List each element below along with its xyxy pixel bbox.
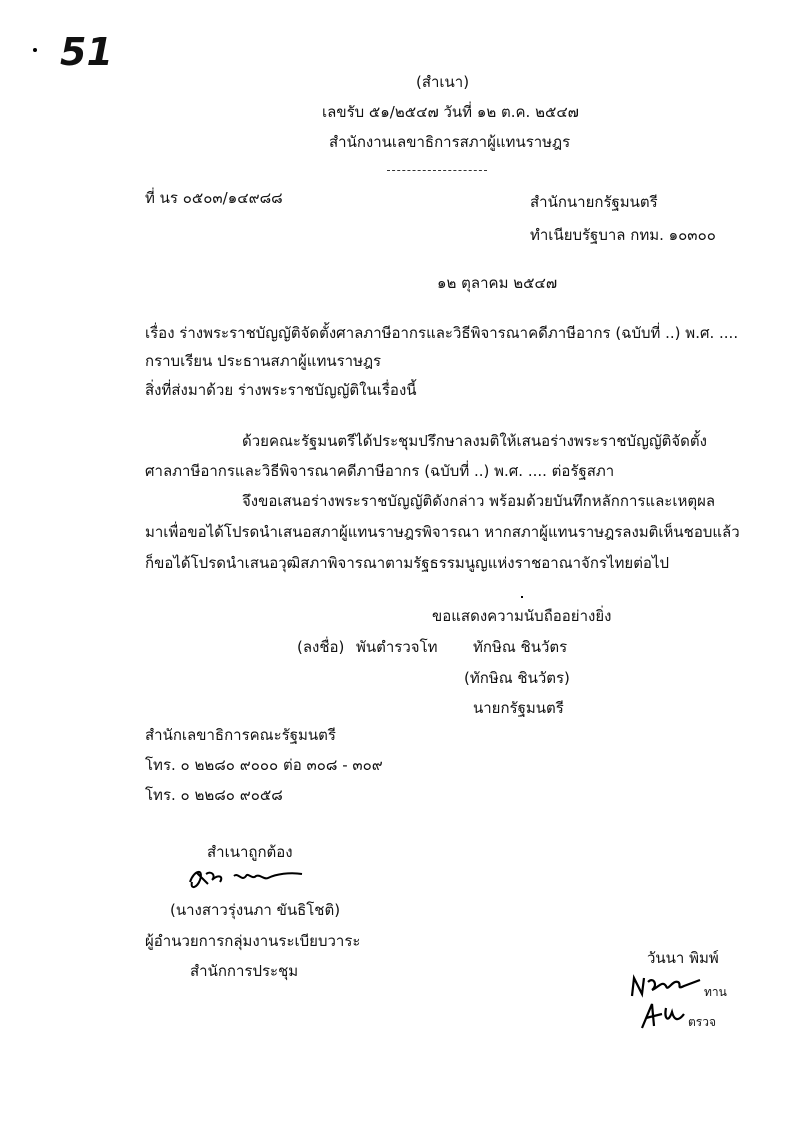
signer-rank: พันตำรวจโท xyxy=(356,638,438,656)
stray-dot xyxy=(33,48,37,52)
body-p2-line2: มาเพื่อขอได้โปรดนำเสนอสภาผู้แทนราษฎรพิจารณา หากสภาผู้แทนราษฎรลงมติเห็นชอบแล้ว xyxy=(145,523,740,541)
signer-name: ทักษิณ ชินวัตร xyxy=(473,638,568,656)
signed-label: (ลงชื่อ) xyxy=(297,638,345,656)
contact-telephone: โทร. ๐ ๒๒๘๐ ๙๐๐๐ ต่อ ๓๐๘ - ๓๐๙ xyxy=(145,756,383,774)
typist-note: วันนา พิมพ์ xyxy=(647,949,719,967)
certifier-position: ผู้อำนวยการกลุ่มงานระเบียบวาระ xyxy=(145,932,361,950)
closing-phrase: ขอแสดงความนับถืออย่างยิ่ง xyxy=(432,607,612,625)
copy-label: (สำเนา) xyxy=(416,73,470,91)
checked-label: ตรวจ xyxy=(688,1015,717,1029)
sender-address: ทำเนียบรัฐบาล กทม. ๑๐๓๐๐ xyxy=(530,226,716,244)
contact-office: สำนักเลขาธิการคณะรัฐมนตรี xyxy=(145,726,336,744)
certified-copy-label: สำเนาถูกต้อง xyxy=(207,843,293,861)
subject-line: เรื่อง ร่างพระราชบัญญัติจัดตั้งศาลภาษีอากรและวิธีพิจารณาคดีภาษีอากร (ฉบับที่ ..) พ.ศ. .... xyxy=(145,324,739,342)
enclosure-line: สิ่งที่ส่งมาด้วย ร่างพระราชบัญญัติในเรื่องนี้ xyxy=(145,381,417,399)
certifier-office: สำนักการประชุม xyxy=(190,962,299,980)
reference-number: ที่ นร ๐๕๐๓/๑๔๙๘๘ xyxy=(145,189,283,207)
body-p2-line3: ก็ขอได้โปรดนำเสนอวุฒิสภาพิจารณาตามรัฐธรรมนูญแห่งราชอาณาจักรไทยต่อไป xyxy=(145,554,670,572)
signer-position: นายกรัฐมนตรี xyxy=(473,699,564,717)
body-p1-line1: ด้วยคณะรัฐมนตรีได้ประชุมปรึกษาลงมติให้เสนอร่างพระราชบัญญัติจัดตั้ง xyxy=(242,432,707,450)
proofread-label: ทาน xyxy=(704,985,727,999)
certifier-name: (นางสาวรุ่งนภา ขันธิโชติ) xyxy=(170,901,341,919)
contact-fax: โทร. ๐ ๒๒๘๐ ๙๐๕๘ xyxy=(145,786,283,804)
stray-mark xyxy=(521,596,523,598)
body-p1-line2: ศาลภาษีอากรและวิธีพิจารณาคดีภาษีอากร (ฉบับที่ ..) พ.ศ. .... ต่อรัฐสภา xyxy=(145,462,615,480)
checker-initials xyxy=(636,1000,688,1032)
sender-office: สำนักนายกรัฐมนตรี xyxy=(530,193,658,211)
letter-date: ๑๒ ตุลาคม ๒๕๔๗ xyxy=(437,274,558,292)
salutation-line: กราบเรียน ประธานสภาผู้แทนราษฎร xyxy=(145,352,382,370)
handwritten-page-number: 51 xyxy=(60,30,113,74)
body-p2-line1: จึงขอเสนอร่างพระราชบัญญัติดังกล่าว พร้อมด้วยบันทึกหลักการและเหตุผล xyxy=(242,492,716,510)
receipt-office: สำนักงานเลขาธิการสภาผู้แทนราษฎร xyxy=(329,133,571,151)
separator-line xyxy=(387,170,487,171)
certifier-signature xyxy=(186,862,306,896)
proofreader-initials xyxy=(628,972,708,1002)
signer-name-parenthesized: (ทักษิณ ชินวัตร) xyxy=(464,669,570,687)
receipt-stamp: เลขรับ ๕๑/๒๕๔๗ วันที่ ๑๒ ต.ค. ๒๕๔๗ xyxy=(322,103,579,121)
